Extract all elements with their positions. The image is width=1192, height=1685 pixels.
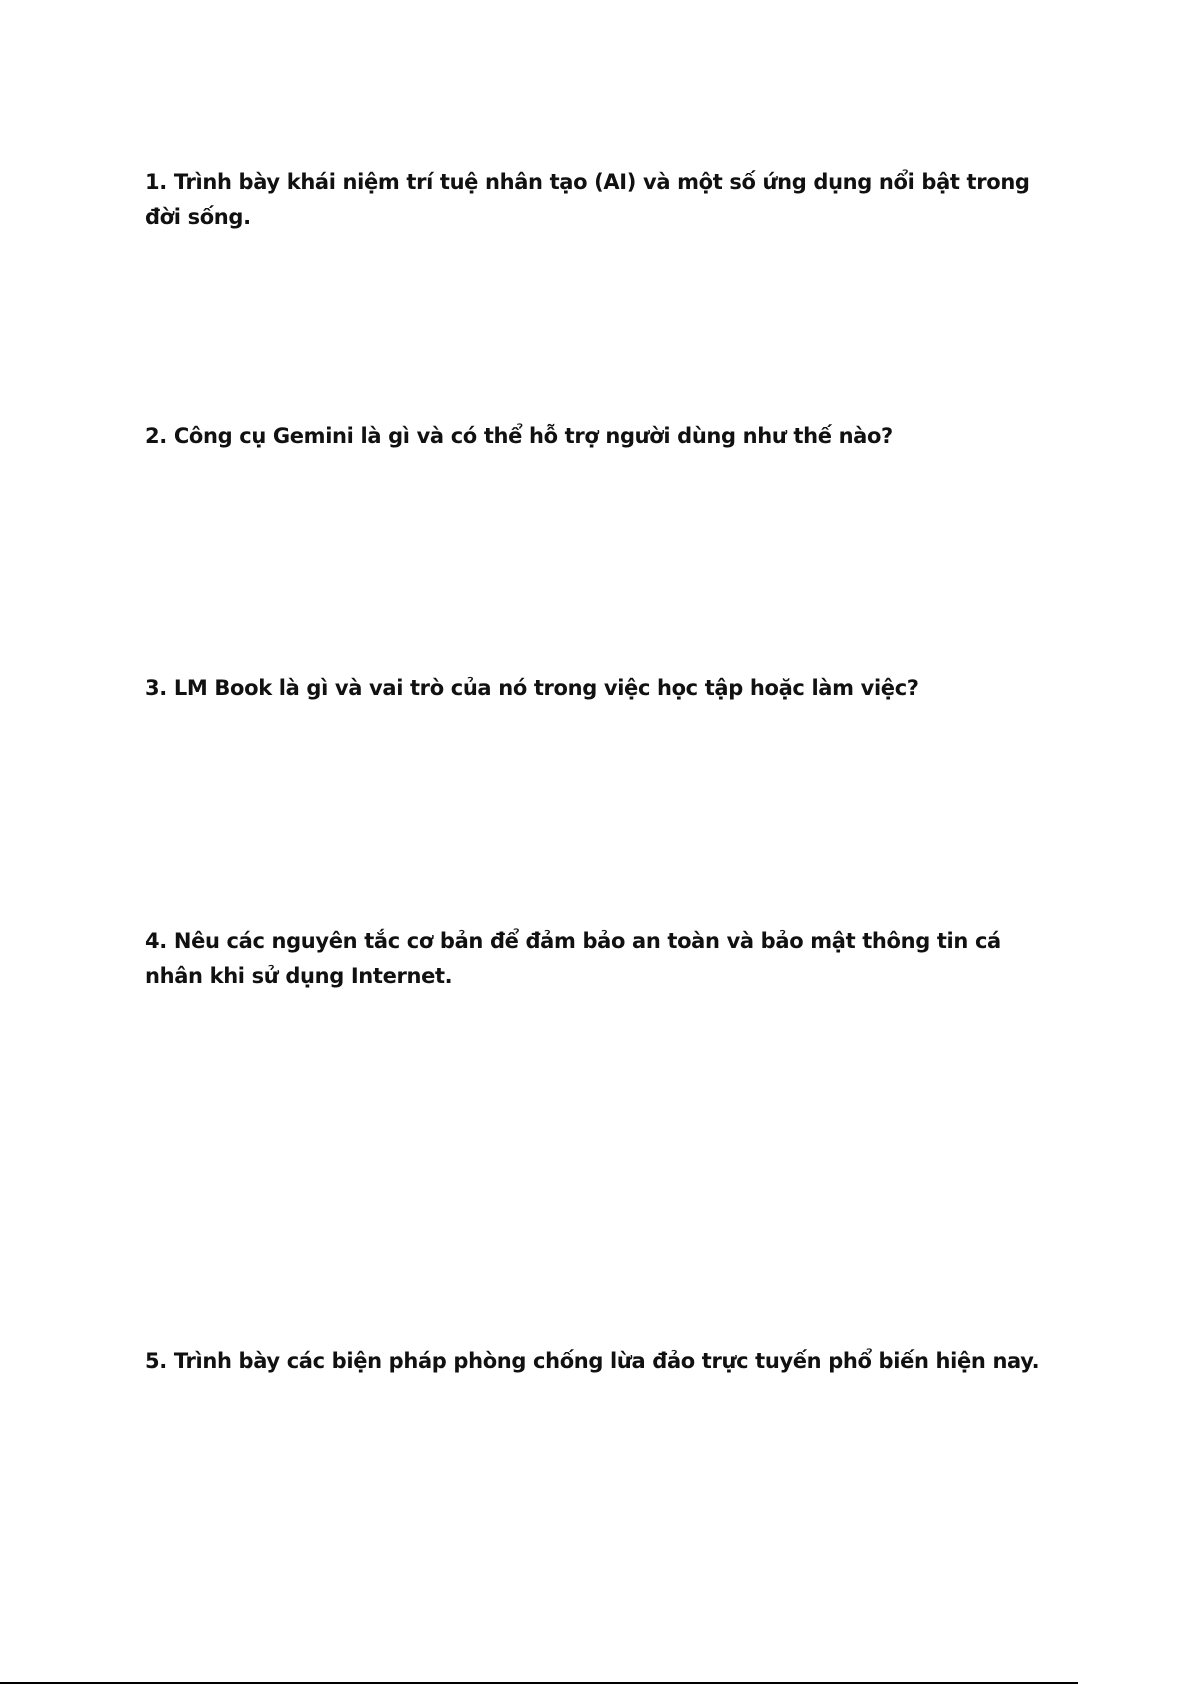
question-text: Trình bày các biện pháp phòng chống lừa đảo trực tuyến phổ biến hiện nay. — [173, 1349, 1040, 1373]
question-5 — [145, 1344, 1045, 1379]
question-text: Nêu các nguyên tắc cơ bản để đảm bảo an toàn và bảo mật thông tin cá nhân khi sử dụng Internet. — [145, 929, 1001, 988]
question-text: Công cụ Gemini là gì và có thể hỗ trợ người dùng như thế nào? — [173, 424, 893, 448]
bottom-divider — [0, 1682, 1078, 1684]
question-number: 2. — [145, 424, 167, 448]
question-1 — [145, 165, 1045, 235]
question-number: 3. — [145, 676, 167, 700]
question-text: LM Book là gì và vai trò của nó trong việc học tập hoặc làm việc? — [173, 676, 919, 700]
question-number: 4. — [145, 929, 167, 953]
question-3 — [145, 671, 1045, 706]
question-text: Trình bày khái niệm trí tuệ nhân tạo (AI) và một số ứng dụng nổi bật trong đời sống. — [145, 170, 1030, 229]
question-4 — [145, 924, 1045, 994]
question-number: 1. — [145, 170, 167, 194]
question-2 — [145, 419, 1045, 454]
question-number: 5. — [145, 1349, 167, 1373]
